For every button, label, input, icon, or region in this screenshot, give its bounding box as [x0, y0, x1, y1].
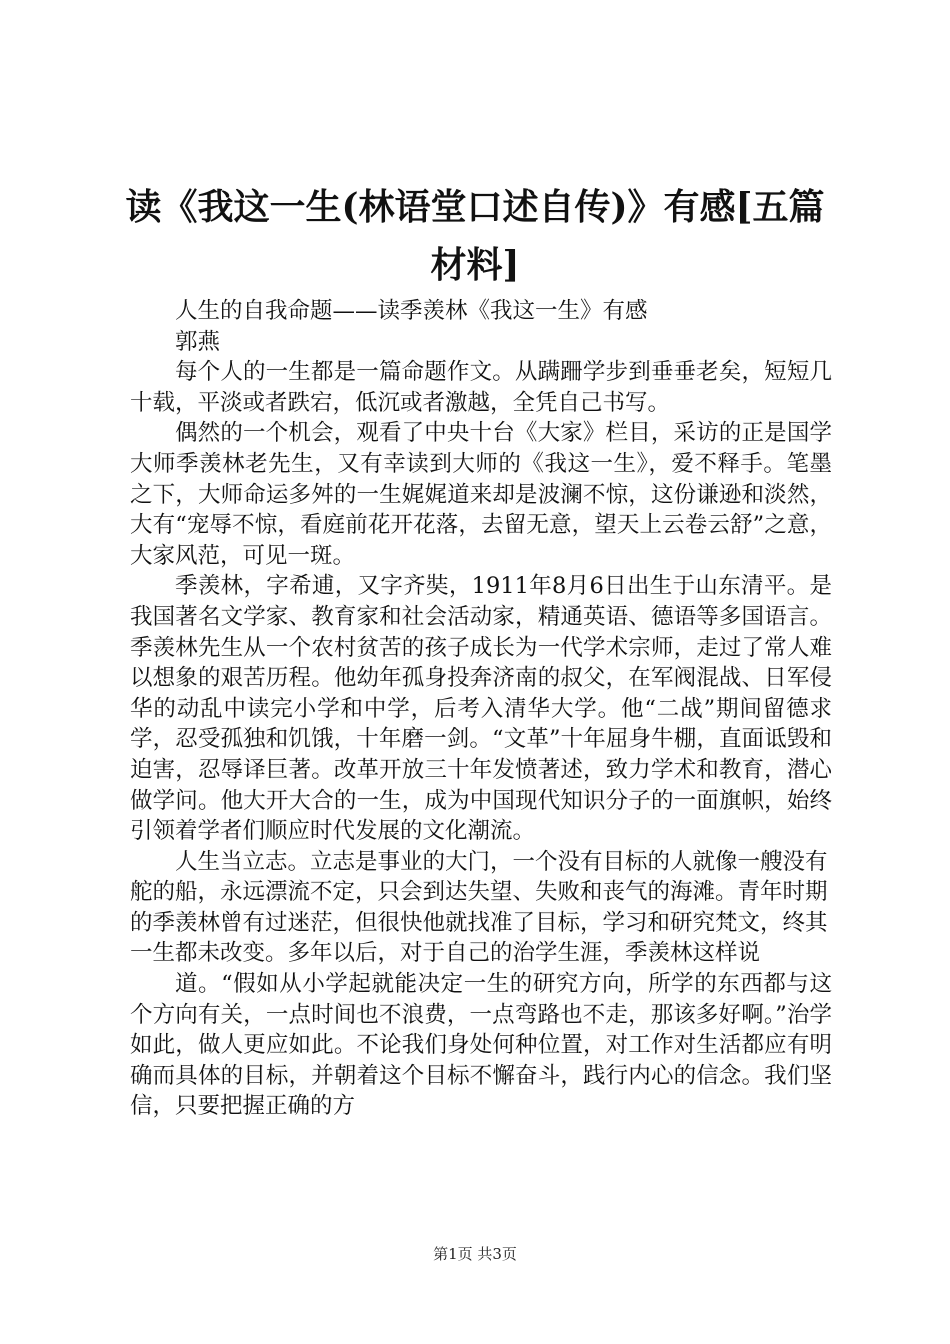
article-author: 郭燕 — [175, 328, 221, 355]
paragraph: 偶然的一个机会，观看了中央十台《大家》栏目，采访的正是国学大师季羡林老先生，又有幸读到大师的《我这一生》，爱不释手。笔墨之下，大师命运多舛的一生娓娓道来却是波澜不惊，这份谦逊和淡然，大有“宠辱不惊，看庭前花开花落，去留无意，望天上云卷云舒”之意，大家风范，可见一斑。 — [130, 420, 832, 569]
page-footer: 第1页 共3页 — [433, 1245, 517, 1263]
document-title: 读《我这一生(林语堂口述自传)》有感[五篇材料] — [125, 186, 825, 286]
paragraph: 人生当立志。立志是事业的大门，一个没有目标的人就像一艘没有舵的船，永远漂流不定，只会到达失望、失败和丧气的海滩。青年时期的季羡林曾有过迷茫，但很快他就找准了目标，学习和研究梵文，终其一生都未改变。多年以后，对于自己的治学生涯，季羡林这样说 — [130, 848, 828, 967]
paragraph: 道。“假如从小学起就能决定一生的研究方向，所学的东西都与这个方向有关，一点时间也不浪费，一点弯路也不走，那该多好啊。”治学如此，做人更应如此。不论我们身处何种位置，对工作对生活都应有明确而具体的目标，并朝着这个目标不懈奋斗，践行内心的信念。我们坚信，只要把握正确的方 — [130, 971, 832, 1120]
paragraph: 每个人的一生都是一篇命题作文。从蹒跚学步到垂垂老矣，短短几十载，平淡或者跌宕，低沉或者激越，全凭自己书写。 — [130, 359, 832, 416]
document-body — [130, 296, 832, 1122]
paragraph: 季羡林，字希逋，又字齐奘，1911年8月6日出生于山东清平。是我国著名文学家、教育家和社会活动家，精通英语、德语等多国语言。季羡林先生从一个农村贫苦的孩子成长为一代学术宗师，走过了常人难以想象的艰苦历程。他幼年孤身投奔济南的叔父，在军阀混战、日军侵华的动乱中读完小学和中学，后考入清华大学。他“二战”期间留德求学，忍受孤独和饥饿，十年磨一剑。“文革”十年屈身牛棚，直面诋毁和迫害，忍辱译巨著。改革开放三十年发愤著述，致力学术和教育，潜心做学问。他大开大合的一生，成为中国现代知识分子的一面旗帜，始终引领着学者们顺应时代发展的文化潮流。 — [130, 573, 832, 845]
article-subtitle: 人生的自我命题——读季羡林《我这一生》有感 — [175, 298, 648, 324]
